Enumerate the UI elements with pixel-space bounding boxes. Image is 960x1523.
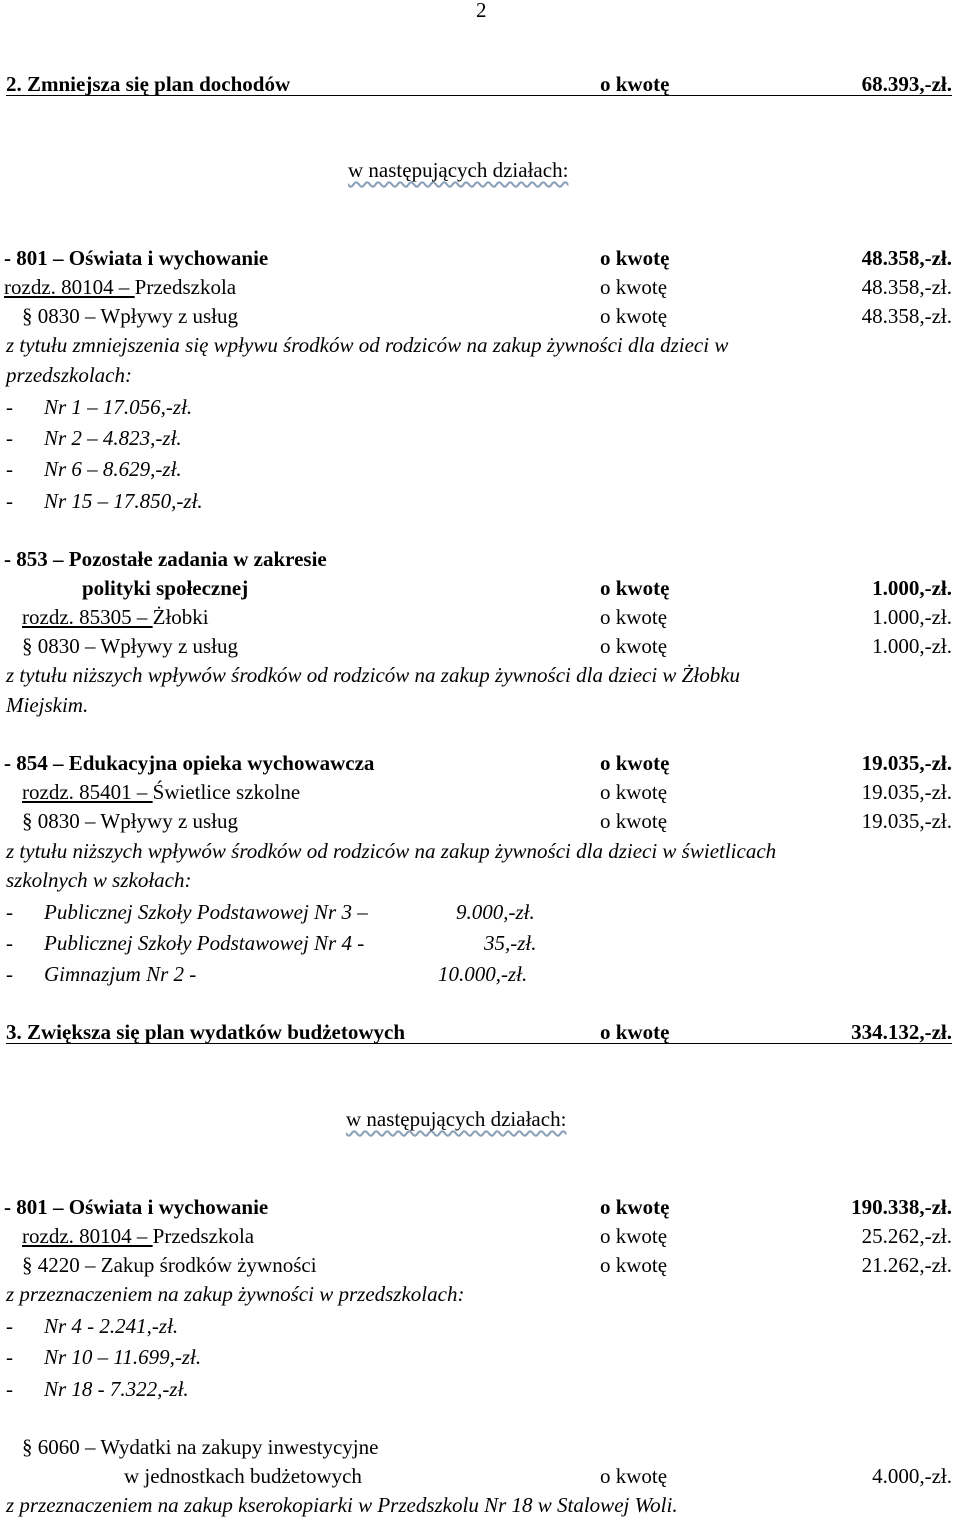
list-item-text: Nr 10 – 11.699,-zł. [44,1345,202,1369]
list-item-dash: - [6,395,13,419]
s3-d801-note-line [0,1280,960,1308]
s3-d801-note: z przeznaczeniem na zakup żywności w przedszkolach: [6,1282,465,1306]
section3-subhead: w następujących działach: [346,1107,567,1131]
list-item-text: Nr 1 – 17.056,-zł. [44,395,193,419]
s2-d801-par-okwote: o kwotę [600,304,668,328]
s3-d801-rozdz-name: Przedszkola [152,1224,255,1248]
s2-d801-rozdz-line [0,273,960,301]
s2-d801-note2: przedszkolach: [6,363,132,387]
s3-d801-par2-text2: w jednostkach budżetowych [124,1464,362,1488]
section2-heading-underline [6,95,952,96]
s2-d801-amount: 48.358,-zł. [861,246,952,270]
page-number-line [0,0,960,24]
list-item [0,929,960,957]
s3-d801-par2-okwote: o kwotę [600,1464,668,1488]
s2-d854-par-line [0,807,960,835]
s2-d853-rozdz-line [0,603,960,631]
list-item [0,1343,960,1371]
s2-d853-par-okwote: o kwotę [600,634,668,658]
list-item-amount: 10.000,-zł. [438,962,528,986]
s3-d801-note2: z przeznaczeniem na zakup kserokopiarki w Przedszkolu Nr 18 w Stalowej Woli. [6,1493,678,1517]
list-item-text: Publicznej Szkoły Podstawowej Nr 4 - [44,931,365,955]
section3-heading-okwote: o kwotę [600,1020,670,1044]
s2-d801-note1: z tytułu zmniejszenia się wpływu środków od rodziców na zakup żywności dla dzieci w [6,333,729,357]
s2-d853-rozdz-prefix: rozdz. 85305 – [22,605,153,629]
section2-subhead-line [0,156,960,184]
s2-d853-amount: 1.000,-zł. [872,576,952,600]
list-item-dash: - [6,931,13,955]
s2-d801-rozdz-amount: 48.358,-zł. [861,275,952,299]
s2-d801-rozdz-prefix: rozdz. 80104 – [4,275,135,299]
list-item [0,898,960,926]
s3-d801-line [0,1193,960,1221]
section2-heading-text: 2. Zmniejsza się plan dochodów [6,72,291,96]
list-item-text: Nr 6 – 8.629,-zł. [44,457,182,481]
s2-d854-par-okwote: o kwotę [600,809,668,833]
section2-heading [0,70,960,98]
list-item-dash: - [6,962,13,986]
s3-d801-rozdz-amount: 25.262,-zł. [861,1224,952,1248]
s3-d801-label: - 801 – Oświata i wychowanie [4,1195,269,1219]
s2-d853-label1: - 853 – Pozostałe zadania w zakresie [4,547,327,571]
list-item-text: Gimnazjum Nr 2 - [44,962,197,986]
s2-d801-par: § 0830 – Wpływy z usług [22,304,239,328]
s2-d854-amount: 19.035,-zł. [861,751,952,775]
s2-d854-rozdz-name: Świetlice szkolne [152,780,301,804]
list-item [0,487,960,515]
s2-d801-par-line [0,302,960,330]
s2-d854-label: - 854 – Edukacyjna opieka wychowawcza [4,751,375,775]
s2-d853-note2-line [0,691,960,719]
s2-d853-label2: polityki społecznej [82,576,249,600]
list-item [0,393,960,421]
s3-d801-note2-line [0,1491,960,1519]
s2-d801-rozdz-okwote: o kwotę [600,275,668,299]
list-item-amount: 35,-zł. [484,931,537,955]
s2-d853-rozdz-amount: 1.000,-zł. [872,605,952,629]
s2-d854-par-amount: 19.035,-zł. [861,809,952,833]
s2-d801-line [0,244,960,272]
s3-d801-rozdz-prefix: rozdz. 80104 – [22,1224,153,1248]
s3-d801-par2-amount: 4.000,-zł. [872,1464,952,1488]
s2-d854-par: § 0830 – Wpływy z usług [22,809,239,833]
s2-d801-note1-line [0,331,960,359]
s2-d854-rozdz-prefix: rozdz. 85401 – [22,780,153,804]
section3-heading-text: 3. Zwiększa się plan wydatków budżetowych [6,1020,406,1044]
list-item-dash: - [6,1345,13,1369]
list-item [0,455,960,483]
s2-d853-note2: Miejskim. [6,693,89,717]
list-item-dash: - [6,900,13,924]
list-item [0,1375,960,1403]
s2-d853-par: § 0830 – Wpływy z usług [22,634,239,658]
s2-d853-line1 [0,545,960,573]
s3-d801-amount: 190.338,-zł. [851,1195,952,1219]
list-item [0,1312,960,1340]
s2-d854-rozdz-amount: 19.035,-zł. [861,780,952,804]
s2-d854-note2: szkolnych w szkołach: [6,868,192,892]
s2-d801-note2-line [0,361,960,389]
section3-heading [0,1018,960,1046]
list-item-text: Nr 2 – 4.823,-zł. [44,426,182,450]
s2-d801-label: - 801 – Oświata i wychowanie [4,246,269,270]
section3-heading-underline [6,1043,952,1044]
section2-heading-amount: 68.393,-zł. [861,72,952,96]
list-item-dash: - [6,457,13,481]
section3-subhead-line [0,1105,960,1133]
list-item-text: Publicznej Szkoły Podstawowej Nr 3 – [44,900,368,924]
list-item-text: Nr 15 – 17.850,-zł. [44,489,203,513]
list-item-dash: - [6,1314,13,1338]
s3-d801-rozdz-okwote: o kwotę [600,1224,668,1248]
s2-d801-rozdz-name: Przedszkola [134,275,237,299]
s3-d801-par-line [0,1251,960,1279]
list-item-dash: - [6,1377,13,1401]
s3-d801-par2-line2 [0,1462,960,1490]
s2-d853-rozdz-name: Żłobki [152,605,209,629]
s2-d854-note2-line [0,866,960,894]
s2-d853-okwote: o kwotę [600,576,670,600]
s2-d853-par-line [0,632,960,660]
section2-subhead: w następujących działach: [348,158,569,182]
s2-d801-okwote: o kwotę [600,246,670,270]
s3-d801-par-okwote: o kwotę [600,1253,668,1277]
s3-d801-par2-text1: § 6060 – Wydatki na zakupy inwestycyjne [22,1435,379,1459]
list-item-dash: - [6,489,13,513]
s2-d853-par-amount: 1.000,-zł. [872,634,952,658]
list-item-amount: 9.000,-zł. [456,900,535,924]
section3-heading-amount: 334.132,-zł. [851,1020,952,1044]
section2-heading-okwote: o kwotę [600,72,670,96]
list-item [0,960,960,988]
s2-d854-okwote: o kwotę [600,751,670,775]
s2-d854-note1: z tytułu niższych wpływów środków od rodziców na zakup żywności dla dzieci w świetlicach [6,839,777,863]
s2-d854-note1-line [0,837,960,865]
s2-d853-rozdz-okwote: o kwotę [600,605,668,629]
s2-d801-par-amount: 48.358,-zł. [861,304,952,328]
s2-d853-note1-line [0,661,960,689]
s2-d853-line2 [0,574,960,602]
list-item-text: Nr 18 - 7.322,-zł. [44,1377,189,1401]
s2-d854-rozdz-line [0,778,960,806]
s2-d854-rozdz-okwote: o kwotę [600,780,668,804]
s3-d801-par: § 4220 – Zakup środków żywności [22,1253,317,1277]
list-item [0,424,960,452]
s3-d801-par2-line1 [0,1433,960,1461]
s2-d854-line [0,749,960,777]
page-number: 2 [476,0,487,22]
s3-d801-par-amount: 21.262,-zł. [861,1253,952,1277]
s3-d801-okwote: o kwotę [600,1195,670,1219]
list-item-dash: - [6,426,13,450]
s3-d801-rozdz-line [0,1222,960,1250]
s2-d853-note1: z tytułu niższych wpływów środków od rodziców na zakup żywności dla dzieci w Żłobku [6,663,741,687]
list-item-text: Nr 4 - 2.241,-zł. [44,1314,179,1338]
